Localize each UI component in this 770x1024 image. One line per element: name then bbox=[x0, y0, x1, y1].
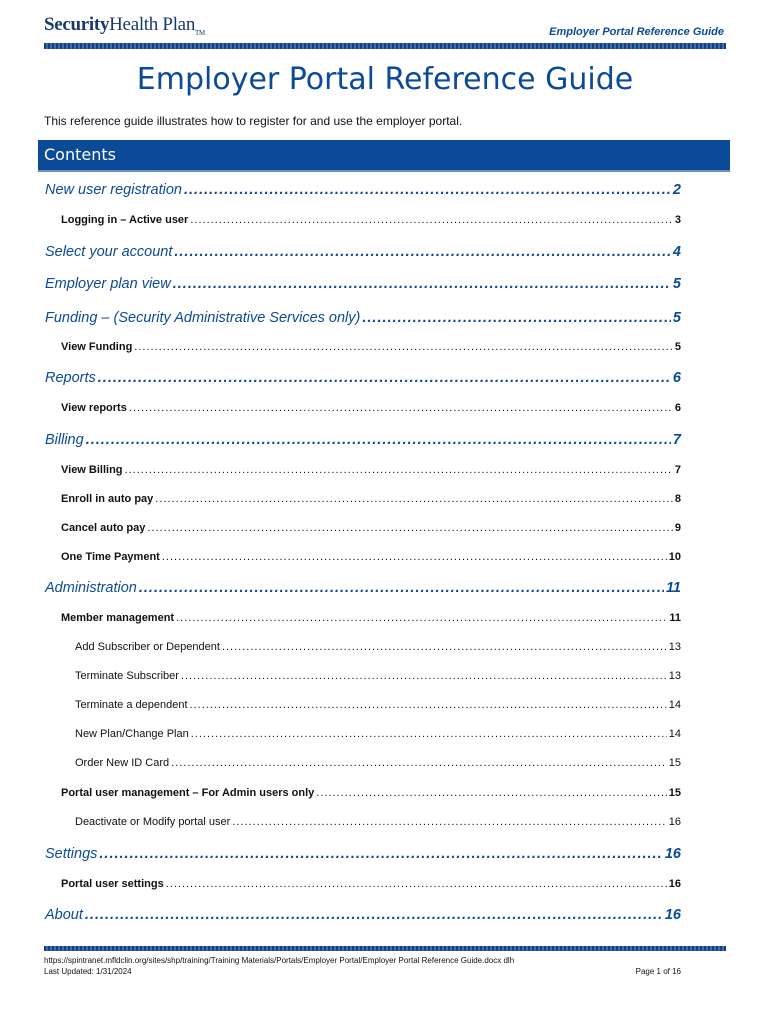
toc-entry-page: 11 bbox=[665, 580, 681, 596]
footer-page-number: Page 1 of 16 bbox=[635, 967, 681, 976]
toc-entry-page: 15 bbox=[668, 787, 681, 799]
toc-entry-label: Select your account bbox=[45, 244, 173, 260]
logo-bold-text: Security bbox=[44, 14, 110, 35]
toc-entry[interactable] bbox=[75, 728, 681, 740]
logo-trademark: TM bbox=[195, 28, 205, 37]
toc-dot-leader bbox=[191, 728, 667, 740]
toc-entry-page: 6 bbox=[672, 370, 681, 386]
toc-dot-leader bbox=[232, 816, 666, 828]
toc-entry[interactable] bbox=[45, 432, 681, 448]
toc-dot-leader bbox=[173, 276, 671, 292]
toc-dot-leader bbox=[162, 551, 667, 563]
toc-entry-page: 16 bbox=[668, 816, 681, 828]
intro-text: This reference guide illustrates how to register for and use the employer portal. bbox=[44, 114, 463, 128]
toc-entry-page: 9 bbox=[674, 522, 681, 534]
toc-entry-label: Enroll in auto pay bbox=[61, 493, 154, 505]
toc-entry-label: One Time Payment bbox=[61, 551, 160, 563]
footer-file-path: https://spintranet.mfldclin.org/sites/shp/training/Training Materials/Portals/Employer Portal/Employer Portal Reference Guide.docx dlh bbox=[44, 956, 515, 965]
toc-entry[interactable] bbox=[75, 670, 681, 682]
toc-entry[interactable] bbox=[61, 878, 681, 890]
toc-entry-label: Order New ID Card bbox=[75, 757, 170, 769]
header-divider bbox=[44, 43, 726, 49]
toc-dot-leader bbox=[85, 907, 663, 923]
toc-entry-label: Reports bbox=[45, 370, 96, 386]
toc-entry[interactable] bbox=[61, 551, 681, 563]
toc-entry-label: About bbox=[45, 907, 83, 923]
toc-entry-label: New Plan/Change Plan bbox=[75, 728, 189, 740]
toc-dot-leader bbox=[176, 612, 667, 624]
toc-dot-leader bbox=[184, 182, 671, 198]
toc-entry[interactable] bbox=[45, 846, 681, 862]
toc-entry[interactable] bbox=[75, 816, 681, 828]
toc-entry[interactable] bbox=[61, 522, 681, 534]
toc-dot-leader bbox=[155, 493, 673, 505]
toc-entry[interactable] bbox=[75, 757, 681, 769]
toc-dot-leader bbox=[129, 402, 673, 414]
toc-dot-leader bbox=[316, 787, 666, 799]
toc-entry-page: 8 bbox=[674, 493, 681, 505]
toc-entry-label: Member management bbox=[61, 612, 175, 624]
toc-dot-leader bbox=[166, 878, 667, 890]
toc-entry-label: View Billing bbox=[61, 464, 123, 476]
toc-entry-label: Add Subscriber or Dependent bbox=[75, 641, 220, 653]
toc-entry-label: Terminate Subscriber bbox=[75, 670, 179, 682]
toc-dot-leader bbox=[125, 464, 673, 476]
toc-entry-page: 15 bbox=[668, 757, 681, 769]
toc-entry-label: Employer plan view bbox=[45, 276, 171, 292]
toc-entry[interactable] bbox=[45, 907, 681, 923]
toc-entry-label: Cancel auto pay bbox=[61, 522, 146, 534]
header-doc-label: Employer Portal Reference Guide bbox=[549, 26, 724, 38]
toc-dot-leader bbox=[147, 522, 673, 534]
contents-heading: Contents bbox=[44, 145, 116, 164]
toc-entry-page: 5 bbox=[674, 341, 681, 353]
contents-heading-bar bbox=[38, 140, 730, 172]
toc-dot-leader bbox=[171, 757, 667, 769]
toc-dot-leader bbox=[174, 244, 671, 260]
toc-dot-leader bbox=[181, 670, 667, 682]
logo-rest-text: Health Plan bbox=[109, 14, 196, 35]
toc-entry-page: 2 bbox=[672, 182, 681, 198]
footer-last-updated: Last Updated: 1/31/2024 bbox=[44, 967, 132, 976]
toc-entry[interactable] bbox=[45, 276, 681, 292]
toc-entry[interactable] bbox=[61, 787, 681, 799]
page-header bbox=[0, 0, 770, 50]
toc-entry-page: 14 bbox=[668, 728, 681, 740]
toc-entry-page: 7 bbox=[674, 464, 681, 476]
toc-dot-leader bbox=[98, 370, 671, 386]
toc-entry[interactable] bbox=[61, 341, 681, 353]
toc-entry[interactable] bbox=[45, 244, 681, 260]
toc-entry[interactable] bbox=[75, 641, 681, 653]
toc-entry-page: 13 bbox=[668, 641, 681, 653]
toc-entry-label: Administration bbox=[45, 580, 137, 596]
toc-entry-page: 3 bbox=[674, 214, 681, 226]
toc-entry-label: New user registration bbox=[45, 182, 182, 198]
toc-entry[interactable] bbox=[45, 310, 681, 326]
toc-entry[interactable] bbox=[45, 182, 681, 198]
toc-entry-label: Deactivate or Modify portal user bbox=[75, 816, 231, 828]
toc-dot-leader bbox=[134, 341, 673, 353]
toc-entry[interactable] bbox=[61, 402, 681, 414]
toc-entry-page: 4 bbox=[672, 244, 681, 260]
toc-entry-label: Terminate a dependent bbox=[75, 699, 188, 711]
toc-entry-label: Portal user settings bbox=[61, 878, 164, 890]
toc-entry-page: 5 bbox=[672, 310, 681, 326]
toc-entry-label: Settings bbox=[45, 846, 98, 862]
toc-entry-page: 5 bbox=[672, 276, 681, 292]
footer-divider bbox=[44, 946, 726, 951]
toc-entry-page: 16 bbox=[664, 907, 681, 923]
toc-entry[interactable] bbox=[61, 612, 681, 624]
toc-dot-leader bbox=[99, 846, 662, 862]
toc-entry-label: Billing bbox=[45, 432, 84, 448]
toc-entry[interactable] bbox=[45, 370, 681, 386]
toc-dot-leader bbox=[139, 580, 664, 596]
toc-dot-leader bbox=[190, 699, 667, 711]
toc-entry-page: 16 bbox=[668, 878, 681, 890]
toc-dot-leader bbox=[86, 432, 671, 448]
toc-entry-page: 11 bbox=[669, 612, 681, 624]
security-health-plan-logo bbox=[44, 14, 205, 37]
toc-entry[interactable] bbox=[61, 464, 681, 476]
toc-entry-label: Funding – (Security Administrative Services only) bbox=[45, 310, 361, 326]
toc-dot-leader bbox=[362, 310, 671, 326]
toc-entry-page: 7 bbox=[672, 432, 681, 448]
toc-entry[interactable] bbox=[61, 214, 681, 226]
toc-entry-label: Logging in – Active user bbox=[61, 214, 189, 226]
toc-entry-page: 16 bbox=[664, 846, 681, 862]
toc-dot-leader bbox=[190, 214, 673, 226]
toc-entry-label: Portal user management – For Admin users only bbox=[61, 787, 315, 799]
toc-entry-page: 14 bbox=[668, 699, 681, 711]
toc-entry[interactable] bbox=[61, 493, 681, 505]
toc-dot-leader bbox=[222, 641, 667, 653]
toc-entry[interactable] bbox=[75, 699, 681, 711]
toc-entry-page: 13 bbox=[668, 670, 681, 682]
toc-entry-label: View reports bbox=[61, 402, 127, 414]
toc-entry-page: 6 bbox=[674, 402, 681, 414]
page-title: Employer Portal Reference Guide bbox=[136, 62, 634, 97]
toc-entry-label: View Funding bbox=[61, 341, 133, 353]
toc-entry[interactable] bbox=[45, 580, 681, 596]
toc-entry-page: 10 bbox=[668, 551, 681, 563]
